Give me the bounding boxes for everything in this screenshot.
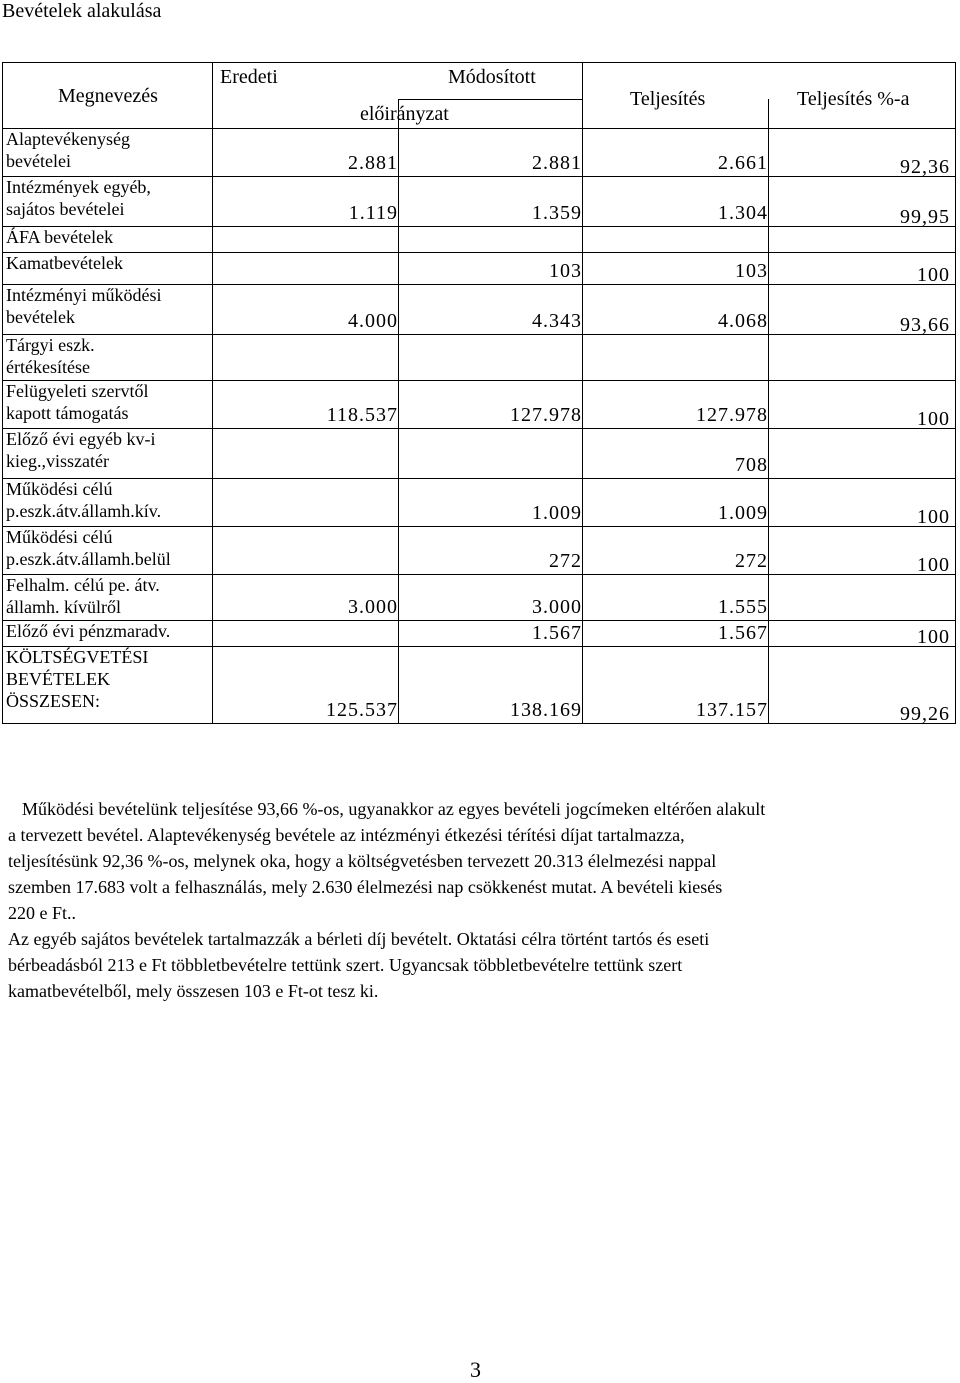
cell-modified: 1.359 bbox=[532, 202, 582, 224]
cell-pct: 100 bbox=[917, 264, 950, 286]
cell-pct: 100 bbox=[917, 554, 950, 576]
paragraph-line: teljesítésünk 92,36 %-os, melynek oka, hogy a költségvetésben tervezett 20.313 élelmezési nappal bbox=[8, 851, 717, 871]
cell-pct: 92,36 bbox=[900, 156, 950, 178]
cell-modified: 2.881 bbox=[532, 152, 582, 174]
row-label: bevételei bbox=[6, 151, 71, 171]
row-label: kapott támogatás bbox=[6, 403, 129, 423]
cell-performance: 708 bbox=[735, 454, 768, 476]
table-row-border bbox=[2, 252, 956, 253]
cell-original: 4.000 bbox=[348, 310, 398, 332]
col-border bbox=[398, 99, 399, 723]
page-number: 3 bbox=[470, 1357, 481, 1382]
paragraph-line: Az egyéb sajátos bevételek tartalmazzák a bérleti díj bevételt. Oktatási célra történt tartós és eseti bbox=[8, 929, 710, 949]
row-label: sajátos bevételei bbox=[6, 199, 125, 219]
row-label: Kamatbevételek bbox=[6, 253, 123, 273]
cell-performance: 1.567 bbox=[718, 622, 768, 644]
row-label: Előző évi egyéb kv-i bbox=[6, 429, 156, 449]
cell-original: 3.000 bbox=[348, 596, 398, 618]
row-label: ÖSSZESEN: bbox=[6, 691, 101, 711]
header-performance-pct: Teljesítés %-a bbox=[797, 88, 910, 110]
paragraph bbox=[8, 796, 953, 926]
cell-original: 2.881 bbox=[348, 152, 398, 174]
cell-pct: 100 bbox=[917, 506, 950, 528]
row-label: államh. kívülről bbox=[6, 597, 121, 617]
cell-performance: 272 bbox=[735, 550, 768, 572]
cell-pct: 93,66 bbox=[900, 314, 950, 336]
col-border bbox=[768, 99, 769, 723]
col-border bbox=[212, 62, 213, 98]
cell-modified: 138.169 bbox=[510, 699, 582, 721]
cell-performance: 1.304 bbox=[718, 202, 768, 224]
cell-pct: 99,26 bbox=[900, 703, 950, 725]
paragraph-line: szemben 17.683 volt a felhasználás, mely 2.630 élelmezési nap csökkenést mutat. A bevételi kiesés bbox=[8, 877, 723, 897]
cell-pct: 100 bbox=[917, 626, 950, 648]
cell-performance: 1.555 bbox=[718, 596, 768, 618]
col-border bbox=[582, 62, 583, 723]
cell-performance: 103 bbox=[735, 260, 768, 282]
header-name: Megnevezés bbox=[58, 85, 158, 107]
row-label: Működési célú bbox=[6, 479, 113, 499]
table-row-border bbox=[2, 62, 956, 63]
row-label: Alaptevékenység bbox=[6, 129, 130, 149]
row-label: p.eszk.átv.államh.kív. bbox=[6, 501, 162, 521]
row-label: értékesítése bbox=[6, 357, 90, 377]
row-label: p.eszk.átv.államh.belül bbox=[6, 549, 171, 569]
paragraph-line: 220 e Ft.. bbox=[8, 903, 77, 923]
cell-modified: 103 bbox=[549, 260, 582, 282]
header-appropriation: előirányzat bbox=[360, 103, 449, 125]
col-border bbox=[212, 98, 213, 128]
row-label: Intézményi működési bbox=[6, 285, 162, 305]
col-border bbox=[212, 128, 213, 723]
cell-performance: 137.157 bbox=[696, 699, 768, 721]
row-label: Intézmények egyéb, bbox=[6, 177, 151, 197]
cell-modified: 4.343 bbox=[532, 310, 582, 332]
cell-modified: 127.978 bbox=[510, 404, 582, 426]
row-label: Tárgyi eszk. bbox=[6, 335, 95, 355]
row-label: Felügyeleti szervtől bbox=[6, 381, 149, 401]
cell-pct: 100 bbox=[917, 408, 950, 430]
cell-pct: 99,95 bbox=[900, 206, 950, 228]
cell-performance: 127.978 bbox=[696, 404, 768, 426]
table-row-border bbox=[2, 478, 956, 479]
row-label: kieg.,visszatér bbox=[6, 451, 109, 471]
page-title: Bevételek alakulása bbox=[2, 0, 162, 22]
paragraph-line: bérbeadásból 213 e Ft többletbevételre tettünk szert. Ugyancsak többletbevételre tettünk szert bbox=[8, 955, 683, 975]
cell-modified: 272 bbox=[549, 550, 582, 572]
row-label: Előző évi pénzmaradv. bbox=[6, 621, 171, 641]
paragraph-line: Működési bevételünk teljesítése 93,66 %-os, ugyanakkor az egyes bevételi jogcímeken eltérően alakult bbox=[22, 799, 766, 819]
header-modified: Módosított bbox=[448, 66, 536, 88]
cell-original: 1.119 bbox=[348, 202, 398, 224]
cell-performance: 1.009 bbox=[718, 502, 768, 524]
table-row-border bbox=[2, 128, 956, 129]
row-label: bevételek bbox=[6, 307, 75, 327]
cell-performance: 2.661 bbox=[718, 152, 768, 174]
header-performance: Teljesítés bbox=[630, 88, 706, 110]
paragraph-line: a tervezett bevétel. Alaptevékenység bevétele az intézményi étkezési térítési díjat tartalmazza, bbox=[8, 825, 685, 845]
header-sub-border bbox=[398, 99, 582, 100]
cell-modified: 1.009 bbox=[532, 502, 582, 524]
row-label: ÁFA bevételek bbox=[6, 227, 114, 247]
row-label: KÖLTSÉGVETÉSI bbox=[6, 647, 149, 667]
paragraph-line: kamatbevételből, mely összesen 103 e Ft-ot tesz ki. bbox=[8, 981, 379, 1001]
cell-original: 118.537 bbox=[326, 404, 398, 426]
table-right-border bbox=[955, 62, 956, 723]
cell-modified: 1.567 bbox=[532, 622, 582, 644]
row-label: Felhalm. célú pe. átv. bbox=[6, 575, 160, 595]
row-label: BEVÉTELEK bbox=[6, 669, 110, 689]
cell-original: 125.537 bbox=[326, 699, 398, 721]
row-label: Működési célú bbox=[6, 527, 113, 547]
cell-modified: 3.000 bbox=[532, 596, 582, 618]
header-original: Eredeti bbox=[220, 66, 278, 88]
table-left-border bbox=[2, 62, 3, 723]
cell-performance: 4.068 bbox=[718, 310, 768, 332]
paragraph bbox=[8, 926, 953, 1004]
